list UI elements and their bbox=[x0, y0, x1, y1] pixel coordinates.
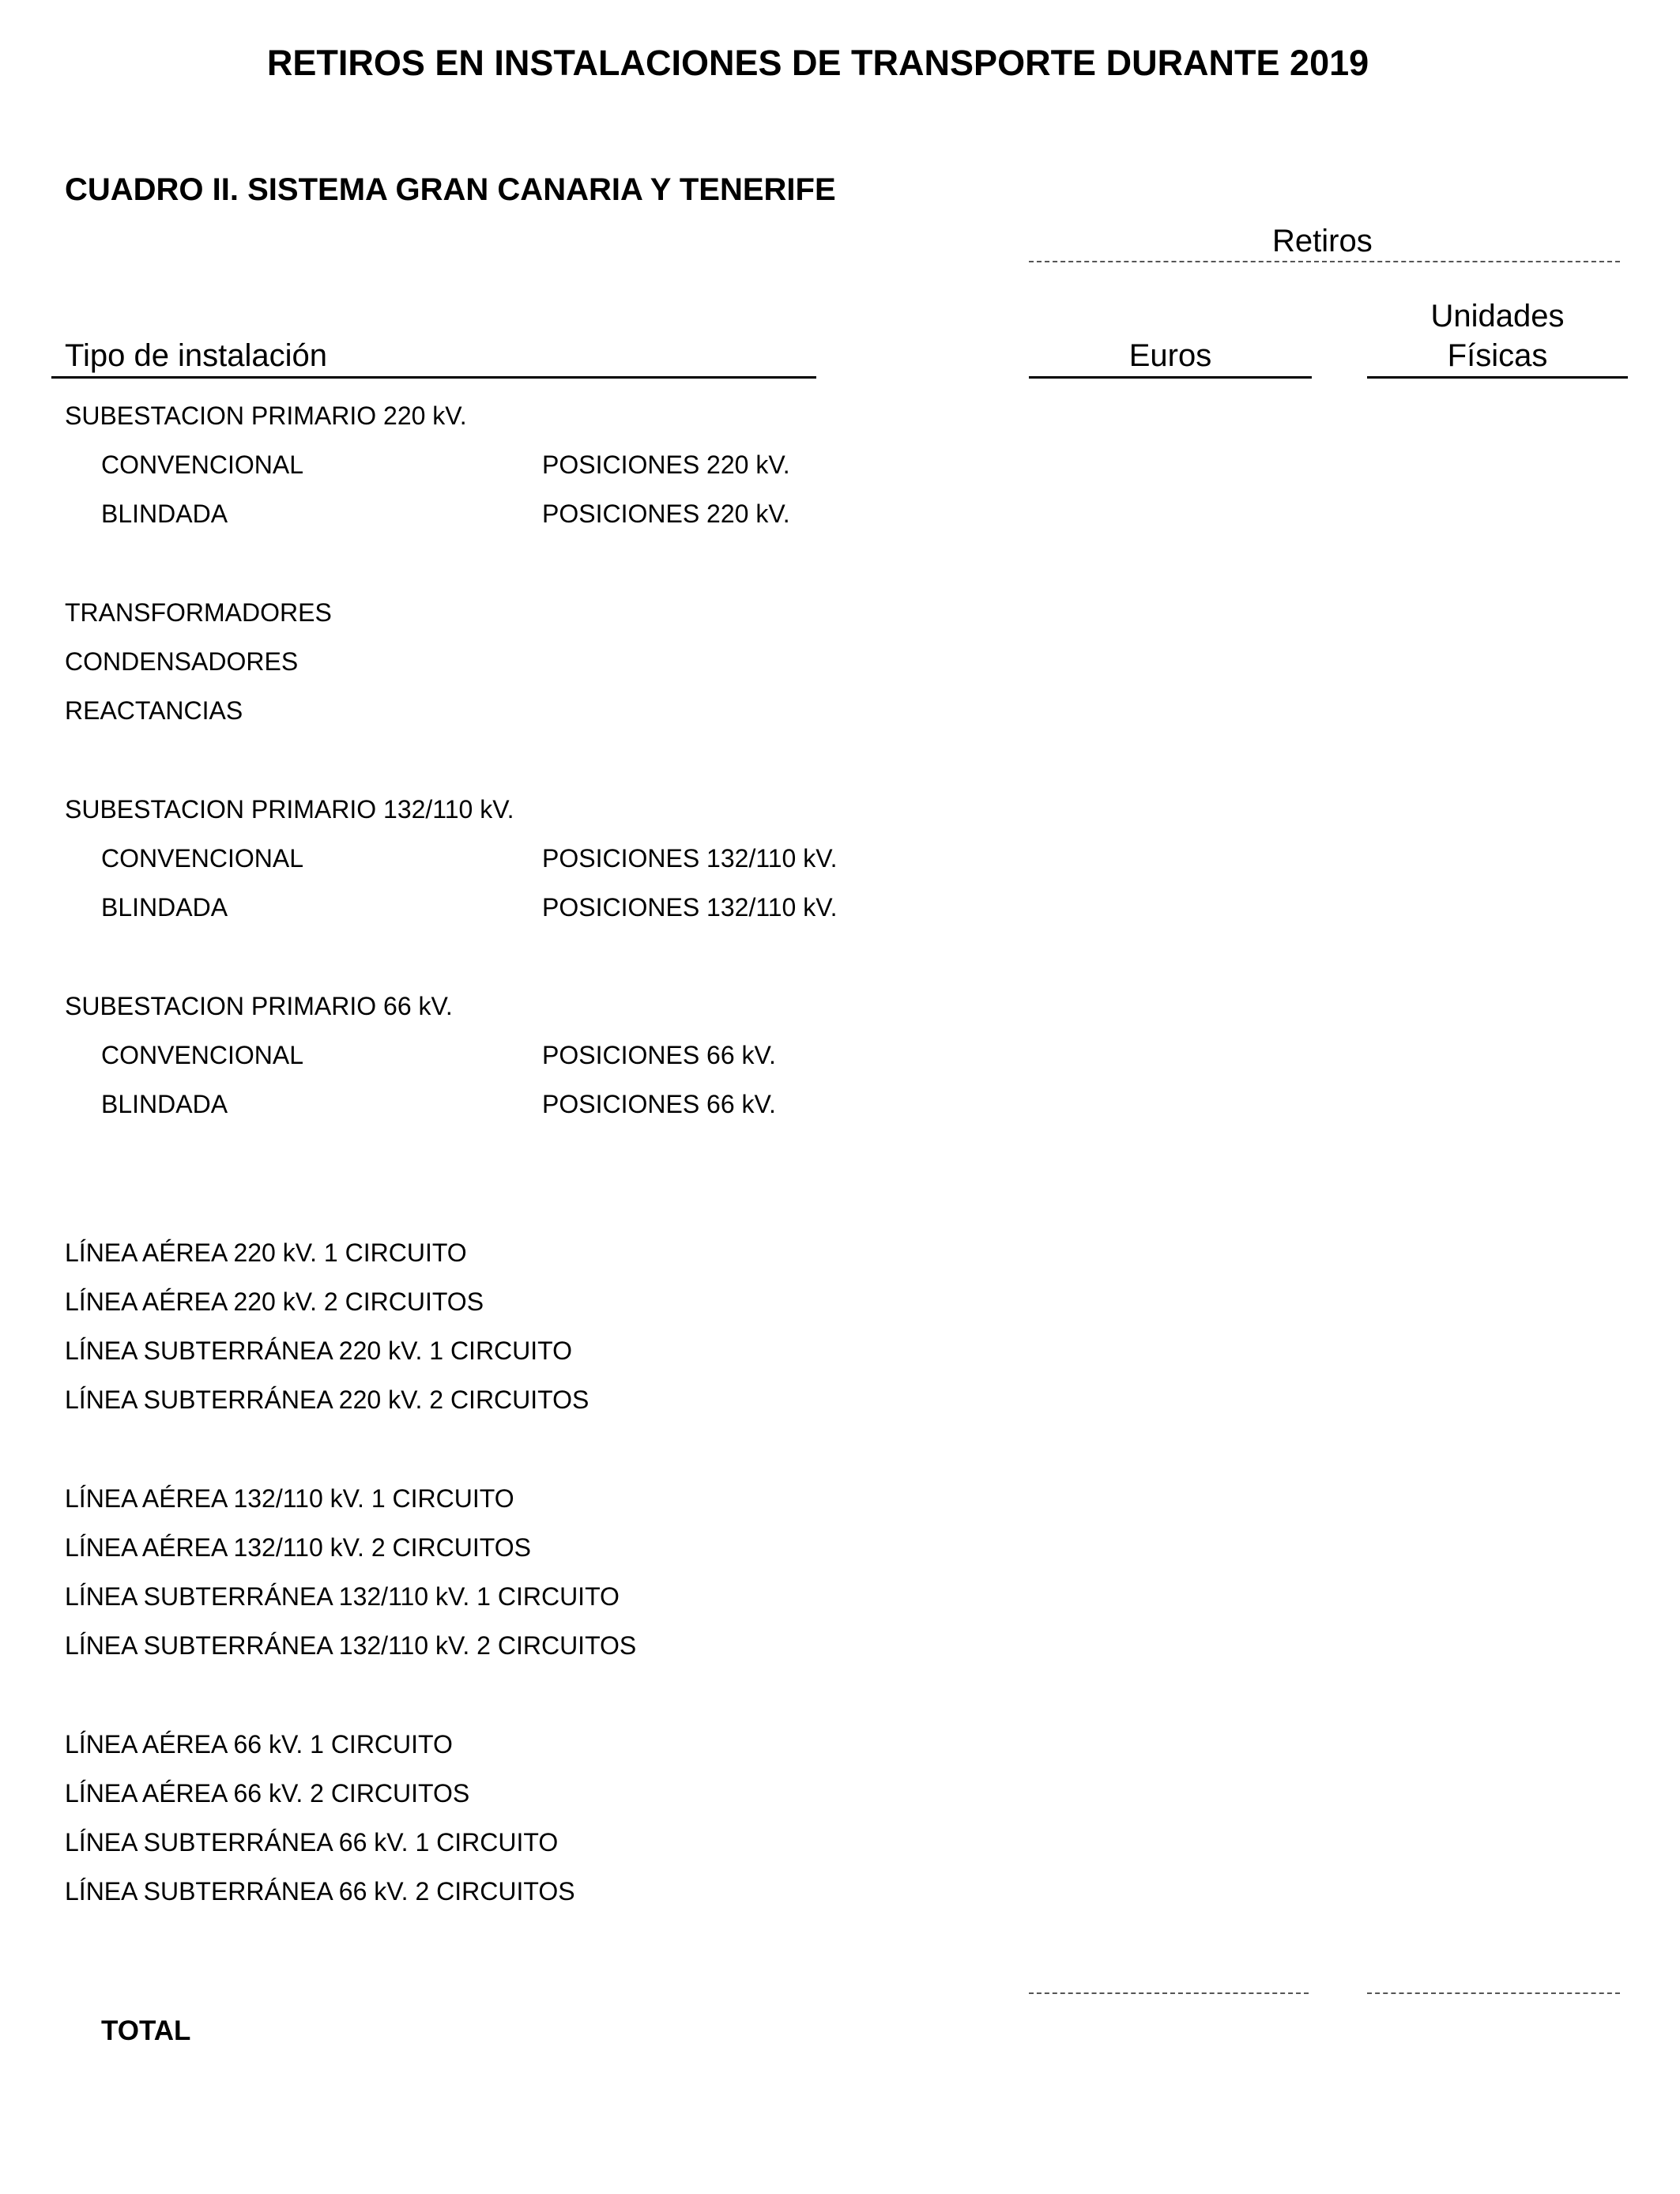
document-title: RETIROS EN INSTALACIONES DE TRANSPORTE DURANTE 2019 bbox=[266, 43, 1369, 83]
row-linea-subterranea-220-1c: LÍNEA SUBTERRÁNEA 220 kV. 1 CIRCUITO bbox=[65, 1336, 573, 1365]
retiros-dashed-rule bbox=[1029, 261, 1620, 262]
column-header-unidades: Unidades bbox=[1430, 299, 1565, 334]
row-subestacion-220: SUBESTACION PRIMARIO 220 kV. bbox=[65, 401, 467, 430]
row-linea-subterranea-132-1c: LÍNEA SUBTERRÁNEA 132/110 kV. 1 CIRCUITO bbox=[65, 1582, 620, 1611]
tipo-header-rule bbox=[51, 376, 816, 379]
row-convencional-132: CONVENCIONAL bbox=[101, 844, 304, 873]
row-linea-subterranea-132-2c: LÍNEA SUBTERRÁNEA 132/110 kV. 2 CIRCUITOS bbox=[65, 1631, 637, 1660]
column-header-tipo: Tipo de instalación bbox=[65, 338, 328, 373]
row-subestacion-132: SUBESTACION PRIMARIO 132/110 kV. bbox=[65, 795, 514, 824]
row-linea-aerea-220-2c: LÍNEA AÉREA 220 kV. 2 CIRCUITOS bbox=[65, 1287, 484, 1316]
row-linea-subterranea-66-2c: LÍNEA SUBTERRÁNEA 66 kV. 2 CIRCUITOS bbox=[65, 1877, 575, 1906]
total-label: TOTAL bbox=[101, 2015, 191, 2046]
row-reactancias: REACTANCIAS bbox=[65, 696, 243, 725]
row-blindada-66: BLINDADA bbox=[101, 1090, 228, 1118]
row-blindada-220: BLINDADA bbox=[101, 499, 228, 528]
row-linea-subterranea-66-1c: LÍNEA SUBTERRÁNEA 66 kV. 1 CIRCUITO bbox=[65, 1828, 559, 1857]
unidades-header-rule bbox=[1367, 376, 1628, 379]
row-convencional-66: CONVENCIONAL bbox=[101, 1041, 304, 1069]
euros-total-dashed-rule bbox=[1029, 1992, 1309, 1994]
row-blindada-220-detail: POSICIONES 220 kV. bbox=[542, 499, 790, 528]
row-transformadores: TRANSFORMADORES bbox=[65, 598, 332, 627]
row-convencional-132-detail: POSICIONES 132/110 kV. bbox=[542, 844, 838, 873]
row-linea-aerea-132-1c: LÍNEA AÉREA 132/110 kV. 1 CIRCUITO bbox=[65, 1484, 514, 1513]
row-convencional-220-detail: POSICIONES 220 kV. bbox=[542, 450, 790, 479]
column-header-euros: Euros bbox=[1128, 338, 1212, 373]
row-linea-aerea-66-2c: LÍNEA AÉREA 66 kV. 2 CIRCUITOS bbox=[65, 1779, 470, 1808]
row-linea-subterranea-220-2c: LÍNEA SUBTERRÁNEA 220 kV. 2 CIRCUITOS bbox=[65, 1385, 590, 1414]
row-linea-aerea-132-2c: LÍNEA AÉREA 132/110 kV. 2 CIRCUITOS bbox=[65, 1533, 531, 1562]
row-blindada-132: BLINDADA bbox=[101, 893, 228, 922]
euros-header-rule bbox=[1029, 376, 1312, 379]
row-linea-aerea-66-1c: LÍNEA AÉREA 66 kV. 1 CIRCUITO bbox=[65, 1730, 453, 1759]
row-blindada-132-detail: POSICIONES 132/110 kV. bbox=[542, 893, 838, 922]
row-condensadores: CONDENSADORES bbox=[65, 647, 299, 676]
row-convencional-220: CONVENCIONAL bbox=[101, 450, 304, 479]
row-linea-aerea-220-1c: LÍNEA AÉREA 220 kV. 1 CIRCUITO bbox=[65, 1238, 467, 1267]
row-blindada-66-detail: POSICIONES 66 kV. bbox=[542, 1090, 776, 1118]
unidades-total-dashed-rule bbox=[1367, 1992, 1620, 1994]
table-subtitle: CUADRO II. SISTEMA GRAN CANARIA Y TENERIFE bbox=[65, 172, 836, 207]
retiros-group-label: Retiros bbox=[1272, 224, 1373, 258]
row-subestacion-66: SUBESTACION PRIMARIO 66 kV. bbox=[65, 992, 453, 1020]
column-header-fisicas: Físicas bbox=[1447, 338, 1548, 373]
row-convencional-66-detail: POSICIONES 66 kV. bbox=[542, 1041, 776, 1069]
